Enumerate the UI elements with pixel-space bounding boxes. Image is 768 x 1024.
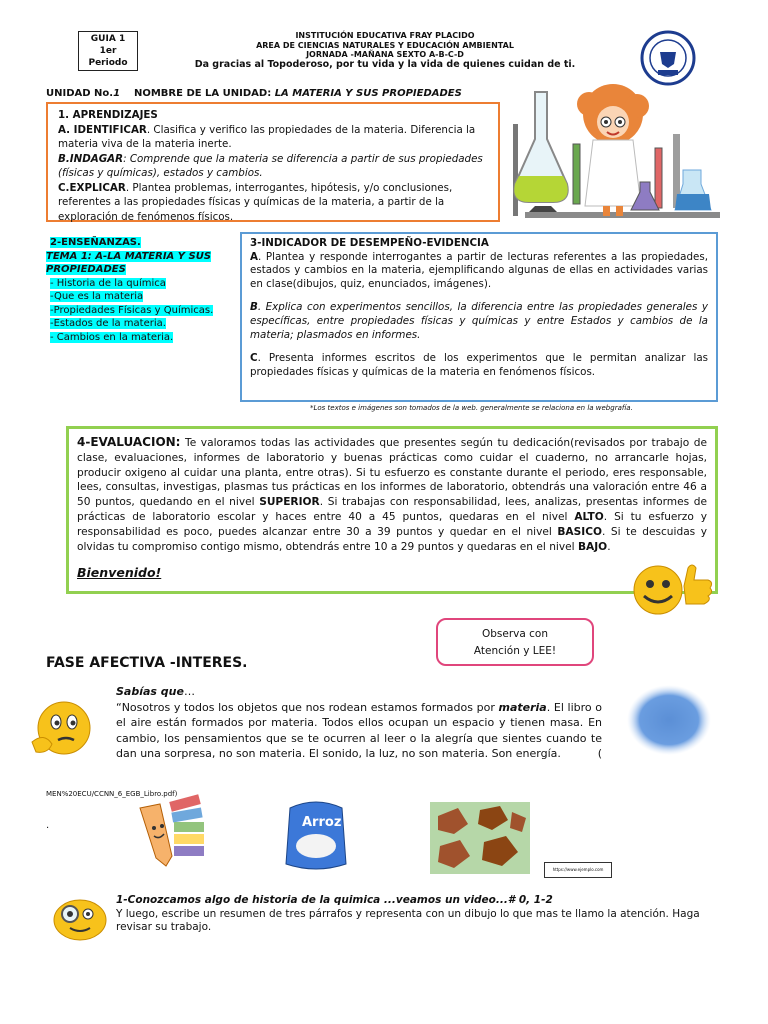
learning-objectives-box: [46, 102, 500, 222]
institution-name: INSTITUCIÓN EDUCATIVA FRAY PLACIDO: [295, 31, 475, 40]
guide-line: Periodo: [88, 58, 128, 68]
indicator-a: [250, 251, 708, 292]
objective-b: [58, 152, 488, 181]
objective-b-text: : Comprende que la materia se diferencia a partir de sus propiedades (físicas y químicas), estados y cambios.: [58, 152, 483, 179]
teachings-title: 2-ENSEÑANZAS.: [50, 237, 141, 248]
materia-emphasis: materia: [498, 700, 547, 714]
topic-title: TEMA 1: A-LA MATERIA Y SUS PROPIEDADES: [46, 250, 212, 275]
evaluation-text: Te valoramos todas las actividades que presentes según tu dedicación(revisados por trabajo de clase, evaluaciones, informes de laboratorio y buenas prácticas como cuidar el cuaderno, no arrancarle hojas, producir oxigeno al cuidar una planta, entre otras). Si tu esfuerzo es constante durante el periodo, eres responsable, lees, consultas, investigas, plasmas tus prácticas en los informes de laboratorio, obtendrás una valoración entre 46 a 50 puntos, quedando en el nivel: [77, 437, 707, 509]
source-reference: MEN%20ECU/CCNN_6_EGB_Libro.pdf): [46, 790, 178, 798]
evaluation-text: .: [607, 540, 611, 553]
guide-line: GUIA 1: [90, 34, 126, 44]
topic-item: - Cambios en la materia.: [50, 331, 174, 343]
magnifier-smiley-icon: [50, 896, 108, 942]
activity-instructions: [116, 894, 716, 935]
paragraph-text: “Nosotros y todos los objetos que nos rodean estamos formados por: [116, 700, 499, 714]
level-superior: SUPERIOR: [259, 496, 320, 509]
topic-item: -Que es la materia: [50, 291, 144, 302]
level-bajo: BAJO: [577, 540, 608, 553]
topic-item: -Propiedades Físicas y Químicas.: [50, 304, 214, 316]
objective-b-label: B.INDAGAR: [58, 152, 124, 165]
dot-mark: .: [46, 820, 50, 831]
indicator-b-label: B: [250, 301, 258, 314]
unit-number: 1: [113, 88, 121, 99]
did-you-know-label: Sabías que: [116, 685, 184, 698]
objective-c-label: C.EXPLICAR: [58, 181, 126, 194]
thumbs-up-smiley-icon: [628, 556, 716, 618]
teachings-section: [46, 236, 236, 344]
school-header: [150, 31, 620, 69]
paren: (: [597, 747, 602, 760]
area-name: AREA DE CIENCIAS NATURALES Y EDUCACIÓN AMBIENTAL: [256, 40, 514, 50]
indicator-c-label: C: [250, 352, 258, 365]
welcome-text: Bienvenido!: [77, 565, 162, 581]
level-alto: ALTO: [574, 510, 604, 523]
jornada: JORNADA -MAÑANA SEXTO A-B-C-D: [306, 50, 464, 59]
evaluation-text: . Si tu esfuerzo y responsabilidad es poco, puedes alcanzar entre 30 a 39 puntos y quedar en el nivel: [77, 510, 707, 538]
topic-item: - Historia de la química: [50, 277, 166, 289]
web-link-box[interactable]: https://www.ejemplo.com: [544, 862, 612, 878]
guide-line: 1er: [99, 46, 117, 56]
school-seal-logo: [640, 30, 696, 86]
evaluation-text: . Si te descuidas y olvidas tu compromiso contigo mismo, obtendrás entre 10 a 29 puntos y quedaras en el nivel: [77, 525, 707, 553]
books-pencil-illustration: [130, 790, 210, 870]
indicator-a-text: . Plantea y responde interrogantes a partir de lecturas referentes a las propiedades, estados y cambios en la materia, ejemplificando algunas de ellas en actividades varias en clase(dibujos, quiz, enunciados, imágenes).: [250, 250, 708, 290]
indicator-b: [250, 301, 708, 342]
evaluation-title: 4-EVALUACION:: [77, 435, 181, 449]
objective-a-text: . Clasifica y verifico las propiedades de la materia. Diferencia la materia viva de la materia inerte.: [58, 123, 476, 150]
objective-a-label: A. IDENTIFICAR: [58, 123, 147, 136]
rice-bag-illustration: [276, 794, 356, 874]
indicator-b-text: . Explica con experimentos sencillos, la diferencia entre las propiedades generales y específicas, entre propiedades físicas y químicas y entre Estados y cambios de la materia; plasmados en informes.: [250, 301, 708, 341]
indicator-title: 3-INDICADOR DE DESEMPEÑO-EVIDENCIA: [250, 237, 489, 249]
rice-bag-label: Arroz: [302, 815, 342, 830]
unit-label: UNIDAD No.: [46, 88, 114, 99]
objective-a: [58, 123, 488, 152]
observe-callout: [436, 618, 594, 666]
did-you-know-ellipsis: …: [183, 685, 195, 698]
topic-item: -Estados de la materia.: [50, 318, 166, 329]
unit-name: LA MATERIA Y SUS PROPIEDADES: [274, 88, 462, 99]
callout-line: Atención y LEE!: [473, 645, 557, 657]
blue-blob-shape: [626, 684, 712, 756]
objective-c: [58, 181, 488, 225]
callout-line: Observa con: [481, 628, 548, 640]
objectives-title: 1. APRENDIZAJES: [58, 109, 158, 121]
indicator-a-label: A: [250, 250, 258, 263]
unit-name-label: NOMBRE DE LA UNIDAD:: [133, 88, 272, 99]
unit-heading: [46, 88, 462, 99]
thinking-smiley-icon: [26, 698, 98, 762]
did-you-know-text: [116, 684, 602, 762]
activity-question: 1-Conozcamos algo de historia de la quimica ...veamos un video...# 0, 1-2: [116, 894, 553, 906]
paragraph-text: . El libro o el aire están formados por materia. Todos ellos ocupan un espacio y tienen masa. En cambio, los pensamientos que se te ocurren al leer o la alegría que sientes cuando te dan una sorpresa, no son materia. El sonido, la luz, no son materia. Son energía.: [116, 700, 603, 760]
evaluation-box: [66, 426, 718, 594]
level-basico: BASICO: [557, 525, 602, 538]
activity-text: Y luego, escribe un resumen de tres párrafos y representa con un dibujo lo que mas te llamo la atención. Haga revisar su trabajo.: [116, 907, 700, 933]
scientist-girl-illustration: [505, 84, 725, 230]
source-note: *Los textos e imágenes son tomados de la web. generalmente se relaciona en la webgrafía.: [310, 404, 633, 412]
motto: Da gracias al Topoderoso, por tu vida y la vida de quienes cuidan de ti.: [194, 58, 576, 70]
section-title: FASE AFECTIVA -INTERES.: [46, 655, 248, 671]
indicator-c-text: . Presenta informes escritos de los experimentos que le permitan analizar las propiedades físicas y químicas de la materia en fenómenos físicos.: [250, 352, 708, 378]
rocks-illustration: [430, 802, 530, 874]
performance-indicator-box: [240, 232, 718, 402]
guide-number-box: [78, 31, 138, 71]
evaluation-text: . Si trabajas con responsabilidad, lees, analizas, presentas informes de prácticas de laboratorio escolar y haces entre 40 a 45 puntos, quedaras en el nivel: [77, 496, 707, 523]
indicator-c: [250, 352, 708, 379]
objective-c-text: . Plantea problemas, interrogantes, hipótesis, y/o conclusiones, referentes a las propiedades físicas y químicas de la materia, a partir de la exploración de fenómenos físicos.: [58, 181, 453, 223]
